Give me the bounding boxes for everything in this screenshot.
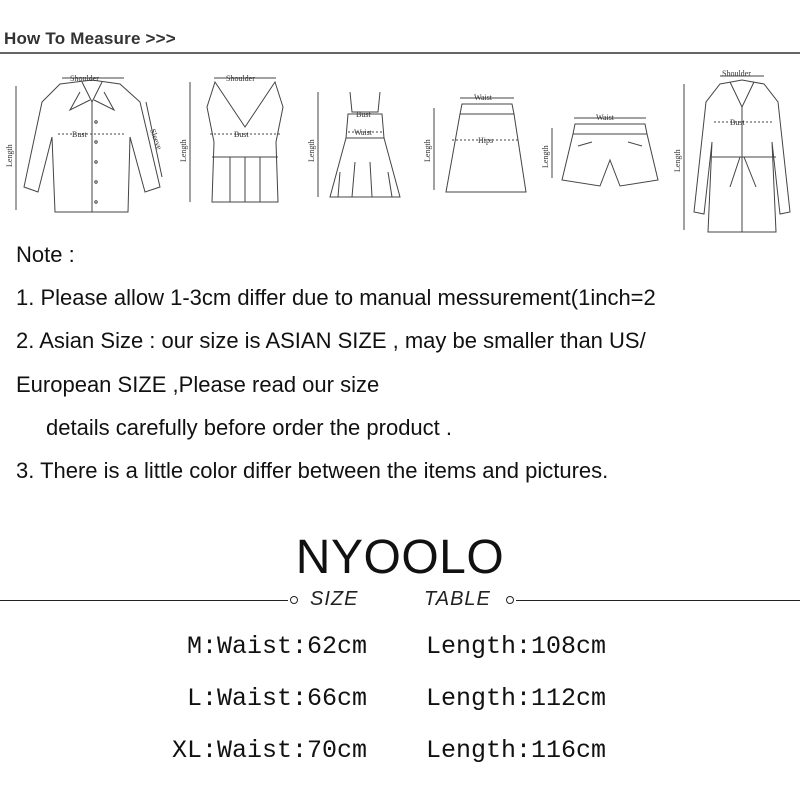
coat-shoulder-label: Shoulder — [722, 69, 751, 78]
note-line-5: 3. There is a little color differ between the items and pictures. — [16, 458, 609, 483]
size-table-title-left: SIZE — [310, 588, 359, 610]
shirt-sleeve-label: Sleeve — [148, 127, 164, 151]
size-table-rule-left — [0, 600, 288, 601]
skirt-hips-label: Hips — [478, 136, 494, 145]
dress-bust-label: Bust — [356, 110, 371, 119]
coat-length-label: Length — [673, 149, 682, 172]
size-row-m-length: Length:108cm — [426, 632, 607, 661]
measurement-illustrations — [0, 62, 800, 242]
note-line-2: 2. Asian Size : our size is ASIAN SIZE , may be smaller than US/ — [16, 328, 646, 353]
size-row-xl-waist: XL:Waist:70cm — [171, 736, 367, 765]
shorts-length-label: Length — [541, 145, 550, 168]
dress-illustration — [318, 92, 400, 197]
size-row-l-waist: L:Waist:66cm — [186, 684, 367, 713]
note-heading: Note : — [16, 242, 75, 267]
skirt-illustration — [434, 98, 526, 192]
vest-bust-label: Bust — [234, 130, 249, 139]
skirt-length-label: Length — [423, 139, 432, 162]
dress-length-label: Length — [307, 139, 316, 162]
size-row-m-waist: M:Waist:62cm — [186, 632, 367, 661]
skirt-waist-label: Waist — [474, 93, 493, 102]
header-divider — [0, 52, 800, 54]
shirt-length-label: Length — [5, 144, 14, 167]
coat-bust-label: Bust — [730, 118, 745, 127]
size-row-xl-length: Length:116cm — [426, 736, 607, 765]
coat-illustration — [684, 76, 790, 232]
shirt-shoulder-label: Shoulder — [70, 74, 99, 83]
note-line-1: 1. Please allow 1-3cm differ due to manual messurement(1inch=2 — [16, 285, 656, 310]
shirt-illustration — [16, 78, 162, 212]
note-line-3: European SIZE ,Please read our size — [16, 372, 380, 397]
shorts-illustration — [552, 118, 658, 186]
shorts-waist-label: Waist — [596, 113, 615, 122]
vest-shoulder-label: Shoulder — [226, 74, 255, 83]
shirt-bust-label: Bust — [72, 130, 87, 139]
how-to-measure-title: How To Measure >>> — [4, 29, 176, 48]
vest-illustration — [190, 78, 283, 202]
size-table-rule-right — [516, 600, 800, 601]
vest-length-label: Length — [179, 139, 188, 162]
size-table-title-right: TABLE — [424, 588, 491, 610]
size-row-l-length: Length:112cm — [426, 684, 607, 713]
size-table-dot-right — [506, 596, 514, 604]
dress-waist-label: Waist — [354, 128, 373, 137]
brand-name: NYOOLO — [295, 531, 505, 584]
size-table-dot-left — [290, 596, 298, 604]
note-line-4: details carefully before order the product . — [46, 415, 453, 440]
